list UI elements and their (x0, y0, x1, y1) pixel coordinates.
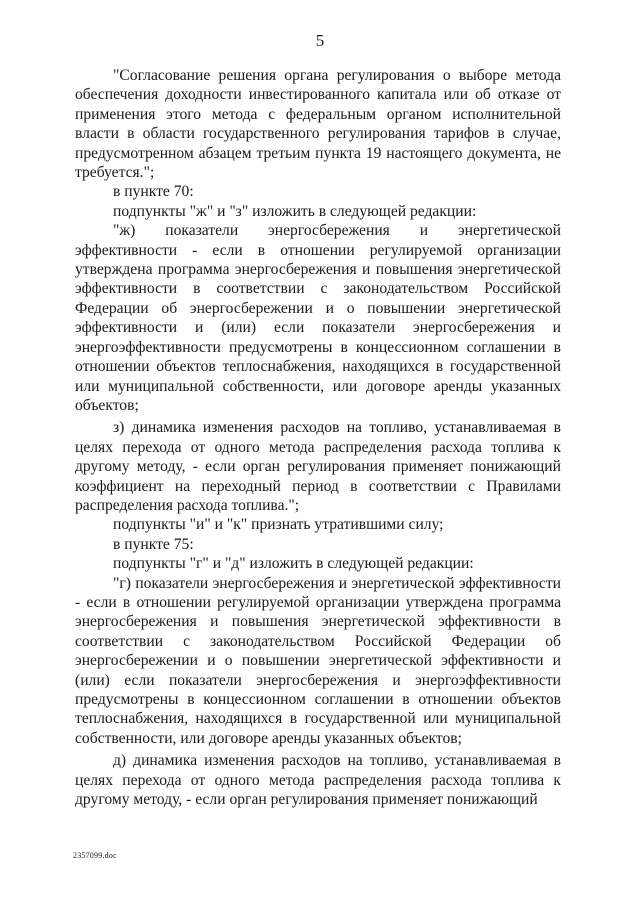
paragraph-subclauses-i-k-void: подпункты "и" и "к" признать утратившими силу; (113, 516, 444, 534)
paragraph-subclauses-zh-z: подпункты "ж" и "з" изложить в следующей редакции: (113, 202, 477, 220)
paragraph-approval-note: "Согласование решения органа регулирования о выборе метода обеспечения доходности инвестированного капитала или об отказе от применения этого метода с федеральным органом исполнительной власти в области государственного регулирования тарифов в случае, предусмотренном абзацем третьим пункта 19 настоящего документа, не требуется."; (75, 67, 561, 182)
paragraph-clause-70: в пункте 70: (113, 183, 194, 201)
paragraph-subclauses-g-d: подпункты "г" и "д" изложить в следующей редакции: (113, 555, 474, 573)
footer-filename: 2357099.doc (73, 851, 117, 860)
paragraph-subclause-z: з) динамика изменения расходов на топливо, устанавливаемая в целях перехода от одного метода распределения расхода топлива к другому методу, - если орган регулирования применяет понижающий коэффициент на переходный период в соответствии с Правилами распределения расхода топлива."; (75, 419, 561, 514)
document-body (75, 66, 561, 809)
paragraph-subclause-d: д) динамика изменения расходов на топливо, устанавливаемая в целях перехода от одного метода распределения расхода топлива к другому методу, - если орган регулирования применяет понижающий (75, 752, 561, 809)
paragraph-clause-75: в пункте 75: (113, 535, 194, 553)
paragraph-subclause-g: "г) показатели энергосбережения и энергетической эффективности - если в отношении регулируемой организации утверждена программа энергосбережения и повышения энергетической эффективности в соответствии с законодательством Российской Федерации об энергосбережении и о повышении энергетической эффективности и (или) если показатели энергосбережения и энергоэффективности предусмотрены в концессионном соглашении в отношении объектов теплоснабжения, находящихся в государственной или муниципальной собственности, или договоре аренды указанных объектов; (75, 574, 561, 747)
page-number: 5 (315, 31, 325, 50)
paragraph-subclause-zh: "ж) показатели энергосбережения и энергетической эффективности - если в отношении регулируемой организации утверждена программа энергосбережения и повышения энергетической эффективности в соответствии с законодательством Российской Федерации об энергосбережении и о повышении энергетической эффективности и (или) если показатели энергосбережения и энергоэффективности предусмотрены в концессионном соглашении в отношении объектов теплоснабжения, находящихся в государственной или муниципальной собственности, или договоре аренды указанных объектов; (75, 222, 561, 414)
